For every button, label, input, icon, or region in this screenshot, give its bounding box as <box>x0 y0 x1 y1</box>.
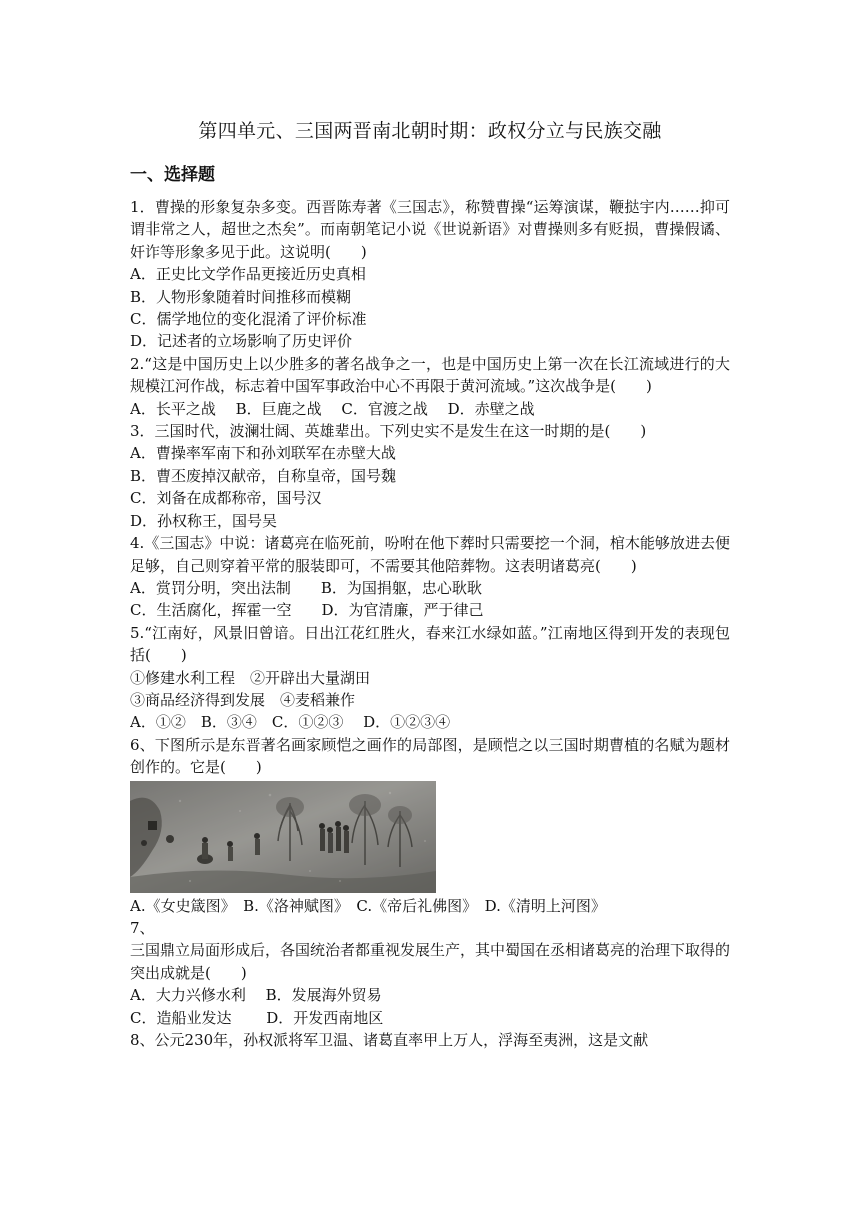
question-5-options: A．①② B．③④ C．①②③ D．①②③④ <box>130 713 451 732</box>
question-1-option-c: C．儒学地位的变化混淆了评价标准 <box>130 310 367 329</box>
question-5-items-row-2: ③商品经济得到发展 ④麦稻兼作 <box>130 690 356 709</box>
question-1 <box>130 196 730 353</box>
question-7-stem: 三国鼎立局面形成后，各国统治者都重视发展生产，其中蜀国在丞相诸葛亮的治理下取得的突出成就是( ) <box>130 941 731 982</box>
question-4 <box>130 532 730 622</box>
question-3-option-d: D．孙权称王，国号吴 <box>130 511 278 530</box>
question-6 <box>130 734 730 917</box>
question-2-options: A．长平之战 B．巨鹿之战 C．官渡之战 D．赤壁之战 <box>130 399 535 418</box>
question-3-option-a: A．曹操率军南下和孙刘联军在赤壁大战 <box>130 444 396 463</box>
question-7-options-row-2: C．造船业发达 D．开发西南地区 <box>130 1008 384 1027</box>
section-heading: 一、选择题 <box>130 165 215 185</box>
question-1-option-b: B．人物形象随着时间推移而模糊 <box>130 287 352 306</box>
question-2 <box>130 353 730 420</box>
question-5-stem: 5.“江南好，风景旧曾谙。日出江花红胜火，春来江水绿如蓝。”江南地区得到开发的表现包括( ) <box>130 623 730 665</box>
question-5 <box>130 622 730 734</box>
question-3-stem: 3．三国时代，波澜壮阔、英雄辈出。下列史实不是发生在这一时期的是( ) <box>130 422 647 441</box>
question-7-options-row-1: A．大力兴修水利 B．发展海外贸易 <box>130 986 382 1005</box>
question-7-number: 7、 <box>130 918 155 937</box>
question-7 <box>130 917 730 1029</box>
question-1-option-a: A．正史比文学作品更接近历史真相 <box>130 265 366 284</box>
page-title: 第四单元、三国两晋南北朝时期：政权分立与民族交融 <box>198 120 662 142</box>
question-4-stem: 4.《三国志》中说：诸葛亮在临死前，吩咐在他下葬时只需要挖一个洞，棺木能够放进去便足够，自己则穿着平常的服装即可，不需要其他陪葬物。这表明诸葛亮( ) <box>130 534 730 575</box>
question-5-items-row-1: ①修建水利工程 ②开辟出大量湖田 <box>130 668 371 687</box>
question-1-stem: 1．曹操的形象复杂多变。西晋陈寿著《三国志》，称赞曹操“运筹演谋，鞭挞宇内……抑可谓非常之人，超世之杰矣”。而南朝笔记小说《世说新语》对曹操则多有贬损，曹操假谲、奸诈等形象多见于此。这说明( ) <box>130 198 730 261</box>
question-8 <box>130 1029 730 1051</box>
painting-illustration <box>130 781 436 893</box>
question-6-options: A.《女史箴图》 B.《洛神赋图》 C.《帝后礼佛图》 D.《清明上河图》 <box>130 896 606 915</box>
question-2-stem: 2.“这是中国历史上以少胜多的著名战争之一，也是中国历史上第一次在长江流域进行的大规模江河作战，标志着中国军事政治中心不再限于黄河流域。”这次战争是( ) <box>130 354 730 396</box>
question-3-option-b: B．曹丕废掉汉献帝，自称皇帝，国号魏 <box>130 466 397 485</box>
question-4-options-row-1: A．赏罚分明，突出法制 B．为国捐躯，忠心耿耿 <box>130 578 482 597</box>
question-3-option-c: C．刘备在成都称帝，国号汉 <box>130 489 322 508</box>
question-4-options-row-2: C．生活腐化，挥霍一空 D．为官清廉，严于律己 <box>130 601 484 620</box>
painting-image <box>130 781 436 893</box>
question-list <box>130 196 730 1051</box>
question-1-option-d: D．记述者的立场影响了历史评价 <box>130 332 353 351</box>
question-6-stem: 6、下图所示是东晋著名画家顾恺之画作的局部图，是顾恺之以三国时期曹植的名赋为题材创作的。它是( ) <box>130 735 730 777</box>
question-8-stem: 8、公元230年，孙权派将军卫温、诸葛直率甲上万人，浮海至夷洲，这是文献 <box>130 1031 649 1049</box>
question-3 <box>130 420 730 532</box>
